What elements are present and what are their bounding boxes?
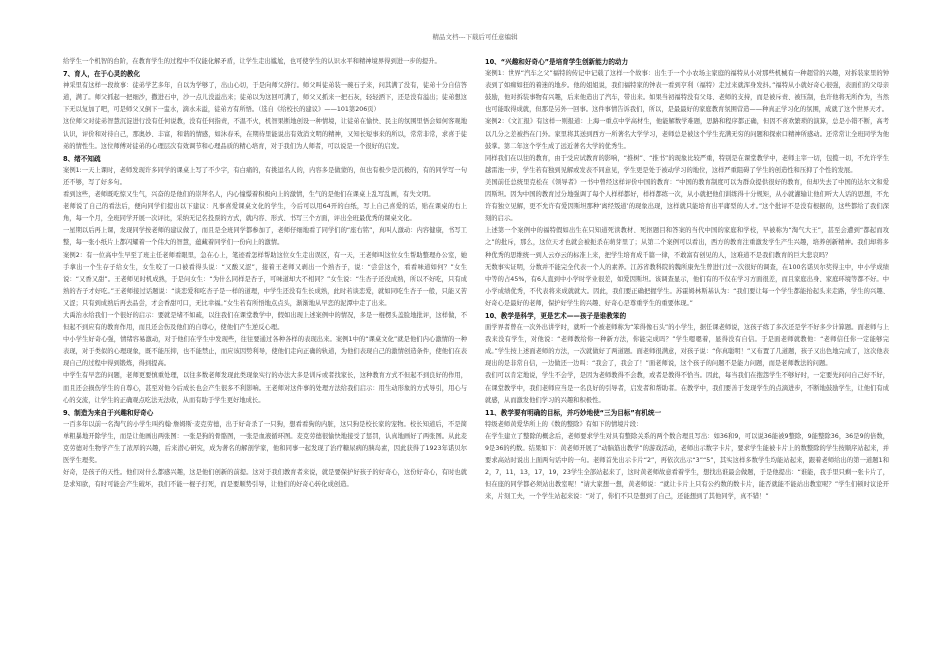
section-heading: 9、制造为来自于兴趣和好奇心 (63, 408, 154, 417)
paragraph: 美国前任总统里克松在《领导者》一书中曾经这样评价中国的教育：“中国的教育制度可以为群众提供很好的教育，但却失去了中国的达尔文和爱因斯坦。因为中国的教育过分地强调了每个人样样都好，样样都练一次，从小就把他们训练得十分规矩，从小就灌输让他们听大人话的思想，不允许有独立见解，更不允许有爱因斯坦那种‘离经叛道’的现象出现，这样就只能培育出平庸型的人才。”这个批评不是没有根据的，这些都给了我们深刻的启示。 (485, 178, 889, 223)
paragraph: 特级老师黄爱华所上的《数的整除》有如下的情境片段： (485, 420, 643, 428)
paragraph: 神采里有这样一段故事：徒弟学艺多年，自以为学够了，出山心切，于是向师父辞行。师父叫徒弟装一碗石子来，问其满了没有，徒弟十分自信答道，满了。师父抓起一把细沙，撒进石中，沙一点儿没溢出来；徒弟以为这回可满了，师父又抓来一把石灰，轻轻洒下，还是没有溢出；徒弟想这下无以复加了吧，可是师父又倒下一盅水，滴水未溢，徒弟方有所悟。（选自《给校长的建议》——101第206页） (63, 82, 467, 114)
section-heading: 10、“兴趣和好奇心”是培育学生创新能力的动力 (485, 58, 629, 66)
paragraph: 面学界者曾在一次外出讲学时，就听一个被老师称为“笨得像石头”的小学生，据任课老师说，这孩子练了多次还是学不好多少计算题。面老师与上我来没有学生，对他说：“老师教给你一种新方法，你能完成吗？”学生嗯嗯着，显得没有自信。于是面老师就教他：“老师信任你一定能够完成。”学生按上述面老师的方法，一次就做好了两道题。面老师很满意，对孩子说：“你真聪明！”又布置了几道题，孩子又出色地完成了，这次他表现出的是非常自信，一边做还一边叫：“我会了，我会了！”面老师说，这个孩子的问题不是能力问题，而是老师教法的问题。 (485, 324, 889, 368)
right-column (485, 56, 889, 503)
paragraph: 同样我们在以往的教育，由于受应试教育的影响，“推树”、“推书”的现象比较严重，特别是在课堂教学中，老师主宰一切，包揽一切，不允许学生越雷池一步，学生若有独到见解或发表不同意见，学生更是处于被动学习的地位，这样严重阻碍了学生的创造性和压抑了个性的发展。 (485, 154, 889, 174)
paragraph: 好奇，是孩子的天性。他们对什么都感兴趣，这是他们创新的前提。这对于我们教育者来说，就是要保护好孩子的好奇心，这份好奇心，有时也就是求知欲，有时可能会产生破坏，我们不能一棍子打死，而是要顺势引导，让他们的好奇心转化成创造。 (63, 469, 467, 489)
paragraph: 一百多年以前一名淘气的小学生叫约翰·詹姆斯·麦克劳德，出于好奇杀了一只狗，想看看狗的内脏，这只狗是校长家的宠物。校长知道后，不是简单粗暴地开除学生，而是让他画出两张图：一张是狗的骨骼图，一张是血液循环图。麦克劳德很愉快地接受了惩罚，认真地画好了两张图。从此麦克劳德对生物学产生了浓厚的兴趣，后来潜心研究，成为著名的解剖学家，他和同事一起发现了治疗糖尿病的胰岛素，因此获得了1923年诺贝尔医学生理奖。 (63, 420, 467, 465)
paragraph: 我们可以肯定地说，学生不会学，是因为老师教得不会教，或者是教得不恰当。因此，每当我们在抱怨学生不够好时，一定要先问问自己好不好，在课堂教学中，我们老师应当是一名良好的引导者，启发者和帮助者。在教学中，我们要善于发现学生的点滴进步，不断地鼓励学生，让他们有成就感，从而激发他们学习的兴趣和积极性。 (485, 372, 889, 404)
paragraph: 案例1:一天上课时，老师发现许多同学的课桌上写了不少字，有白痛的，有挑逗名人的，内容多是做蒙的，但也有极少是沉极的，有的同学写一句还不够，写了好多句。 (63, 166, 467, 186)
left-column (63, 56, 467, 491)
paragraph: 给学生一个机智的台阶，在教育学生的过程中不仅能化解矛盾，让学生走出尴尬，也可使学生的认识水平和精神境界得到进一步的提升。 (63, 58, 441, 65)
section-heading: 10、教学是科学，更是艺术——孩子是谁教笨的 (485, 311, 627, 320)
paragraph: 案例2：《文汇报》有这样一则报道：上海一重点中学高材生，他能解数学难题，思路和程序都正确，但因不喜欢繁琐的演算，总是小错不断，高考以几分之差被挡在门外。家里将其送到西方一所著名大学学习，老师总是被这个学生充满无穷的问题和探索口精神所感动。还常常让全班同学为他鼓掌。第二年这个学生成了远近著名大学的优秀生。 (485, 118, 889, 150)
paragraph: 上述第一个案例中的福特假如出生在只知道死读教材、死抠题目和答案的当代中国的家庭和学校，早被称为“淘气大王”，甚至会遭到“都起而攻之”的批斥，那么，这位天才也就会被扼杀在萌芽里了；从第二个案例可以看出，西方的教育注重激发学生产生兴趣，培养创新精神。我们却将多种优秀的思维统一到人云亦云的标准上来，把学生培育成千篇一律，不敢富有创见的人，这难道不是我们教育的巨大悲哀吗？ (485, 227, 889, 259)
paragraph: 老师说了自己的看法后，便向同学们提出以下建议：凡事喜爱课桌文化的学生，今后可以用64开的白纸，写上自己喜爱的话，贴在课桌的右上角，每一个月，全班同学开展一次评比，采纳无记名投票的方式，就内容、形式、书写三个方面，评出全班最优秀的课桌文化。 (63, 203, 467, 223)
paragraph: 中小学生好奇心强，情绪容易激动，对于他们在学生中发现些，往往要通过各种各样的表现出来。案例1中的“课桌文化”就是他们内心激情的一种表现，对于类似的心理现象，既不能压抑，也不能禁止，而应该因势利导，使他们走向正确的轨道，为他们表现自己的激情创造条件，使他们在表现自己的过程中得到锻炼，得到提高。 (63, 336, 467, 368)
paragraph: 看到这些，老师既吃惊又生气，兴奋的是他们的崇拜名人，内心憧憬着积极向上的激情，生气的是他们在课桌上乱写乱画，有失文明。 (63, 191, 435, 199)
paragraph: 这位师父对徒弟智慧沉淀进行没有任何说教，没有任何指责，不温不火，机智果断地创设一种情境，让徒弟在愉快、民主的氛围里悟会如何客观地认识，评价和对待自己，那奥妙、丰富，和谐的情感，如沐春禾，在期待里能说出有效消文明的精神，又知长短事来的所以，常常非常，求喜于徒弟的情性生。这位师傅对徒弟的心理层次有效调节和心理品质的精心培育，对于我们为人师者，可以说是一个很好的启发。 (63, 118, 467, 150)
paragraph: 大禹治水给我们一个很好的启示：要就是堵不如疏，以往我们在课堂教学中，假如出现上述案例中的情况，多是一棍楞头盖脸地批评，这样做，不但起不到应有的教育作用，而且还会伤及他们的自尊心，使他们产生逆反心理。 (63, 311, 467, 332)
page-header: 精品文档---下载后可任意编辑 (432, 33, 518, 41)
paragraph: 无数事实证明，分数并不能完全代表一个人的素养。江苏省教科院的魏所康先生曾进行过一次很好的调查，在100名诺贝尔奖得主中，中小学成绩中等的占45%，有6人直到中小学时学业很差，如爱因斯坦。该调查显示，他们有的不仅在学习方面很差，而且家庭出身、家庭环境等都不好。中小学成绩优秀，不代表将来成就就大。因此，我们要正确把握学生。苏霍姆林斯基认为：“我们要让每一个学生都能抬起头来走路，学生的兴趣、好奇心是最好的老师，保护好学生的兴趣、好奇心是尊重学生的重要体现。” (485, 263, 889, 307)
paragraph: 在学生建立了整除的概念后，老师要求学生对具有整除关系的两个数合理且写出：如36和9，可以说36能被9整除，9能整除36，36是9的倍数，9是36的约数。结果如下：黄老师开展了“动脑筋出教学”的游戏活动，老师出示数字卡片，要求学生能被卡片上的数整除的学生按顺序站起来，并要求高站时说出上面两句话中的一句。老师首先出示卡片“2”，再依次出示“3”“5”，其实这样多数学生均能站起来，跟着老师给出的第一道题1和2，7，11，13，17，19，23学生全部站起来了，这时黄老师故意看着学生，想找出谁最会做题，于是他提出：“谁能，我手里只剩一张卡片了，但在座的同学都必须站出教室呢！”请大家想一想，黄老师说：“就让卡片上只有公约数的数卡片，能否就能不能站出教室呢？”学生们顿时议论开来，片刻工夫，一个学生站起来说：“对了，你们不只是想到了自己，还能想到了其他同学，真不错！” (485, 432, 889, 501)
section-heading: 8、绪不知疏 (63, 154, 101, 163)
paragraph: 一星期以后再上课，发现同学按老师的建议做了，而且是全班同学都参加了，老师仔细地看了同学们的“座右铭”，真叫人激动：内容健康，书写工整，每一张小纸片上都闪耀着一个伟大的智慧，蕴藏着同学们一份向上的激情。 (63, 227, 467, 247)
section-heading: 7、育人，在于心灵的教化 (63, 70, 141, 79)
paragraph: 案例1：世界“汽车之父”福特的传记中记载了这样一个故事：出生于一个小农场主家庭的福特从小对那些机械有一种超常的兴趣，对拆装家里的钟表到了如痴如狂的着迷的地步。他的姐姐说，我们福特家的钟表一看到亨利（福特）走过来就浑身发抖。”福特从小就好奇心很强，表面们的父母亲鼓励，他对拆装事物有兴趣，后来他造出了汽车，带出来。如果当初福特没有父母、老师的支持，而是被斥责、被压制，也许他将无所作为，当然也可能取得成就，但那是另外一回事。这件事情告诉我们，所以，是最最好的家庭教育氛围营造——种真正学习化的氛围，成就了这个世界天才。 (485, 70, 889, 114)
paragraph: 中学生有早恋的问题，老师更要慎重处理，以往多数老师发现此类现象实行的办法大多是训斥或者找家长，这种教育方式不但起不到良好的作用，而且还会损伤学生的自尊心，甚至对他今后成长也会产生很多不利影响。王老师对这件事的处理方法给我们启示：用生动形象的方式导引，用心与心的交流，让学生的正确观点吃法无法收，从而有助于学生更好地成长。 (63, 372, 467, 404)
paragraph: 案例2：有一位高中生早至了班主任老师看眼里，急在心上，笔迹看怎样帮助这位女生走出误区，有一天，王老师叫这位女生帮助整理办公室，她手拿出一个生存子给女生，女生咬了一口被看得头说：“又酸又涩”，接着王老师又剥出一个熟杏子，说：“尝尝这个，看看味道如何？”女生说：“又香又甜”。王老师见时机成熟，于是问女生：“为什么同样是杏子，可味道却大不相同？”女生说：“生杏子还没成熟，所以不好吃，只有成熟的杏子才好吃。”王老师接过话题说：“谈恋爱和吃杏子是一样的道理，中学生还没有生长成熟，此时若谈恋爱，就如同吃生杏子一般，只能又苦又涩；只有到成熟后再去品尝，才会香甜可口，无比幸福。”女生若有所悟地点点头，渐渐地从早恋的泥潭中走了出来。 (63, 251, 467, 307)
section-heading: 11、教学要有明确的目标，并巧妙地使“三为目标”有机统一 (485, 408, 662, 417)
